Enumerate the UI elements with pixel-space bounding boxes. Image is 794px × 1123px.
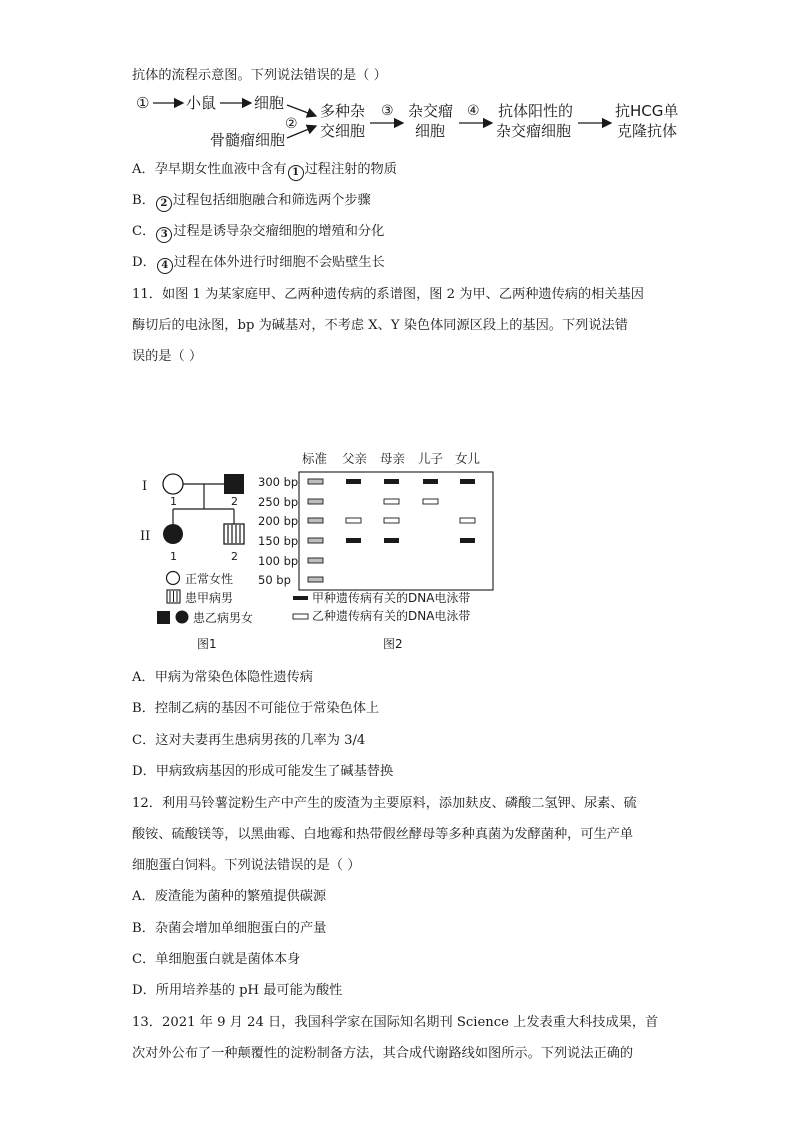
svg-text:正常女性: 正常女性	[185, 572, 234, 586]
flow-myeloma: 骨髓瘤细胞	[210, 131, 286, 149]
svg-text:100 bp: 100 bp	[258, 554, 299, 568]
gel-band-father-200-yi	[346, 518, 361, 523]
svg-text:2: 2	[231, 495, 238, 508]
q12-option-a: A．废渣能为菌种的繁殖提供碳源	[132, 889, 327, 904]
gel-frame	[299, 472, 493, 590]
svg-text:200 bp: 200 bp	[258, 514, 299, 528]
gel-band-father-300-jia	[346, 479, 361, 484]
legend-jia-male-icon	[167, 590, 180, 603]
flow-step2: ②	[285, 116, 298, 132]
gel-legend-yi-icon	[293, 614, 308, 619]
q12-option-d: D．所用培养基的 pH 最可能为酸性	[132, 983, 343, 998]
figure1-caption: 图1	[197, 637, 217, 651]
q10-option-a: A．孕早期女性血液中含有 1 过程注射的物质	[132, 160, 397, 181]
circled-number: 2	[156, 196, 172, 212]
gel-band-son-300-jia	[423, 479, 438, 484]
flow-cell: 细胞	[254, 94, 285, 112]
pedigree-ii2-jia-male	[224, 524, 244, 544]
legend-normal-female-icon	[167, 572, 180, 585]
gel-band-mother-150-jia	[384, 538, 399, 543]
pedigree-i1-normal-female	[163, 474, 183, 494]
flow-product-line2: 克隆抗体	[617, 122, 678, 140]
pedigree-ii1-yi-female	[163, 524, 183, 544]
gel-band-mother-200-yi	[384, 518, 399, 523]
gel-legend-jia-icon	[293, 596, 308, 600]
figure2-caption: 图2	[383, 637, 403, 651]
q13-stem-line2: 次对外公布了一种颠覆性的淀粉制备方法，其合成代谢路线如图所示。下列说法正确的	[132, 1046, 634, 1061]
q10-option-c: C． 3 过程是诱导杂交瘤细胞的增殖和分化	[132, 222, 384, 243]
gel-band-mother-250-yi	[384, 499, 399, 504]
gel-band-daughter-150-jia	[460, 538, 475, 543]
q11-stem-line3: 误的是（ ）	[132, 349, 203, 364]
gel-band-daughter-300-jia	[460, 479, 475, 484]
legend-yi-male-icon	[157, 611, 170, 624]
q11-option-c: C．这对夫妻再生患病男孩的几率为 3/4	[132, 733, 366, 748]
gel-col-father: 父亲	[342, 451, 368, 466]
q11-figures	[0, 445, 794, 655]
svg-text:50 bp: 50 bp	[258, 573, 291, 587]
svg-text:250 bp: 250 bp	[258, 495, 299, 509]
svg-text:1: 1	[170, 550, 177, 563]
q12-stem-line3: 细胞蛋白饲料。下列说法错误的是（ ）	[132, 858, 361, 873]
q12-stem-line1: 12．利用马铃薯淀粉生产中产生的废渣为主要原料，添加麸皮、磷酸二氢钾、尿素、硫	[132, 796, 637, 811]
circled-number: 1	[288, 165, 304, 181]
flow-step3: ③	[381, 103, 394, 119]
antibody-flow-diagram	[0, 88, 794, 168]
q13-stem-line1: 13．2021 年 9 月 24 日，我国科学家在国际知名期刊 Science 上发表重大科技成果，首	[132, 1015, 659, 1030]
flow-step1: ①	[136, 94, 150, 112]
gel-col-standard: 标准	[302, 451, 328, 466]
flow-hybridoma-line2: 细胞	[415, 122, 446, 140]
pedigree-i2-yi-male	[224, 474, 244, 494]
svg-text:患乙病男女: 患乙病男女	[193, 611, 254, 625]
gel-col-son: 儿子	[418, 451, 444, 466]
gel-band-son-250-yi	[423, 499, 438, 504]
svg-text:甲种遗传病有关的DNA电泳带: 甲种遗传病有关的DNA电泳带	[312, 591, 471, 605]
q10-option-b: B． 2 过程包括细胞融合和筛选两个步骤	[132, 191, 371, 212]
q10-option-d: D． 4 过程在体外进行时细胞不会贴壁生长	[132, 253, 385, 274]
q11-option-d: D．甲病致病基因的形成可能发生了碱基替换	[132, 764, 394, 779]
legend-yi-female-icon	[176, 611, 189, 624]
generation-label-1: I	[142, 479, 148, 494]
flow-positive-line1: 抗体阳性的	[498, 102, 574, 120]
svg-text:150 bp: 150 bp	[258, 534, 299, 548]
svg-text:300 bp: 300 bp	[258, 475, 299, 489]
q10-intro: 抗体的流程示意图。下列说法错误的是（ ）	[132, 68, 387, 83]
q11-option-b: B．控制乙病的基因不可能位于常染色体上	[132, 701, 380, 716]
q11-stem-line2: 酶切后的电泳图，bp 为碱基对，不考虑 X、Y 染色体同源区段上的基因。下列说法错	[132, 318, 628, 333]
svg-text:1: 1	[170, 495, 177, 508]
q12-option-c: C．单细胞蛋白就是菌体本身	[132, 952, 301, 967]
gel-band-daughter-200-yi	[460, 518, 475, 523]
flow-hybrid-line2: 交细胞	[320, 122, 366, 140]
flow-step4: ④	[467, 103, 480, 119]
svg-text:患甲病男: 患甲病男	[185, 591, 234, 605]
circled-number: 4	[157, 258, 173, 274]
q11-option-a: A．甲病为常染色体隐性遗传病	[132, 670, 313, 685]
flow-product-line1: 抗HCG单	[615, 102, 679, 120]
flow-hybridoma-line1: 杂交瘤	[408, 102, 454, 120]
flow-positive-line2: 杂交瘤细胞	[496, 122, 572, 140]
gel-col-mother: 母亲	[380, 451, 406, 466]
gel-band-father-150-jia	[346, 538, 361, 543]
flow-hybrid-line1: 多种杂	[320, 102, 366, 120]
gel-standard-ladder	[308, 479, 323, 582]
circled-number: 3	[156, 227, 172, 243]
gel-band-mother-300-jia	[384, 479, 399, 484]
q11-stem-line1: 11．如图 1 为某家庭甲、乙两种遗传病的系谱图，图 2 为甲、乙两种遗传病的相关基因	[132, 287, 644, 302]
svg-text:2: 2	[231, 550, 238, 563]
svg-text:乙种遗传病有关的DNA电泳带: 乙种遗传病有关的DNA电泳带	[312, 609, 471, 623]
q12-stem-line2: 酸铵、硫酸镁等，以黑曲霉、白地霉和热带假丝酵母等多种真菌为发酵菌种，可生产单	[132, 827, 634, 842]
gel-col-daughter: 女儿	[455, 451, 481, 466]
flow-mouse: 小鼠	[186, 94, 217, 112]
generation-label-2: II	[140, 529, 151, 544]
q12-option-b: B．杂菌会增加单细胞蛋白的产量	[132, 921, 327, 936]
